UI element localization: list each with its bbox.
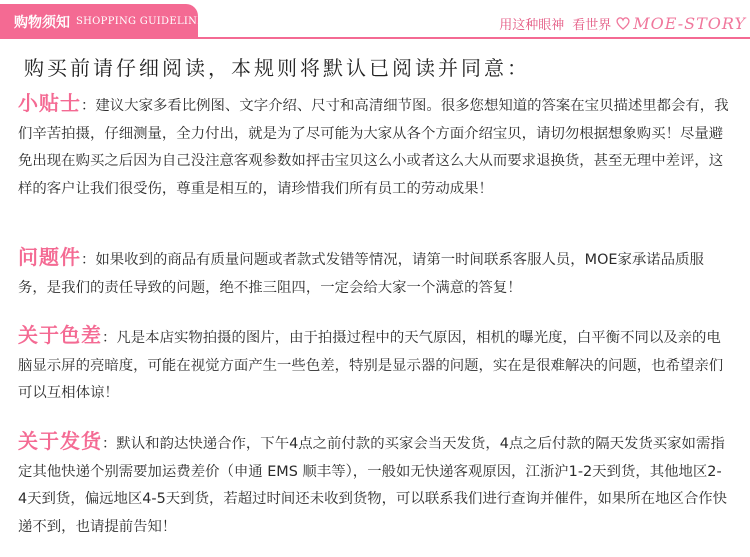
section-body: ：如果收到的商品有质量问题或者款式发错等情况，请第一时间联系客服人员，MOE家承诺品质服务，是我们的责任导致的问题，绝不推三阻四，一定会给大家一个满意的答复！ [18,252,704,296]
section-color-difference [18,322,730,408]
section-body: ：凡是本店实物拍摄的图片，由于拍摄过程中的天气原因，相机的曝光度，白平衡不同以及亲的电脑显示屏的亮暗度，可能在视觉方面产生一些色差，特别是显示器的问题，实在是很难解决的问题，也希望亲们可以互相体谅！ [18,330,724,401]
section-body: ：建议大家多看比例图、文字介绍、尺寸和高清细节图。很多您想知道的答案在宝贝描述里都会有，我们辛苦拍摄，仔细测量，全力付出，就是为了尽可能为大家从各个方面介绍宝贝，请切勿根据想象购买！尽量避免出现在购买之后因为自己没注意客观参数如抨击宝贝这么小或者这么大从而要求退换货，甚至无理中差评，这样的客户让我们很受伤，尊重是相互的，请珍惜我们所有员工的劳动成果！ [18,98,729,197]
section-body: ：默认和韵达快递合作，下午4点之前付款的买家会当天发货，4点之后付款的隔天发货买家如需指定其他快递个别需要加运费差价（申通 EMS 顺丰等），一般如无快递客观原因，江浙沪1-2天到货，其他地区2-4天到货，偏远地区4-5天到货，若超过时间还未收到货物，可以联系我们进行查询并催件，如果所在地区合作快递不到，也请提前告知！ [18,436,728,535]
header-bar [0,0,750,40]
slogan-text-1: 用这种眼神 [499,17,565,33]
section-tab [0,4,212,37]
section-title: 关于色差 [18,323,102,347]
section-title: 小贴士 [18,91,81,115]
section-problem-items [18,244,730,302]
brand-slogan [499,10,750,36]
heart-icon [615,15,631,31]
intro-heading: 购买前请仔细阅读，本规则将默认已阅读并同意： [24,56,530,80]
section-shipping [18,428,730,541]
header-divider [0,37,750,39]
section-title: 关于发货 [18,429,102,453]
slogan-text-2: 看世界 [572,17,612,33]
tab-title-en: SHOPPING GUIDELINES [76,16,212,27]
brand-logo-text: MOE-STORY [633,13,746,33]
section-title: 问题件 [18,245,81,269]
section-tips [18,90,730,203]
tab-title-cn: 购物须知 [14,15,70,31]
